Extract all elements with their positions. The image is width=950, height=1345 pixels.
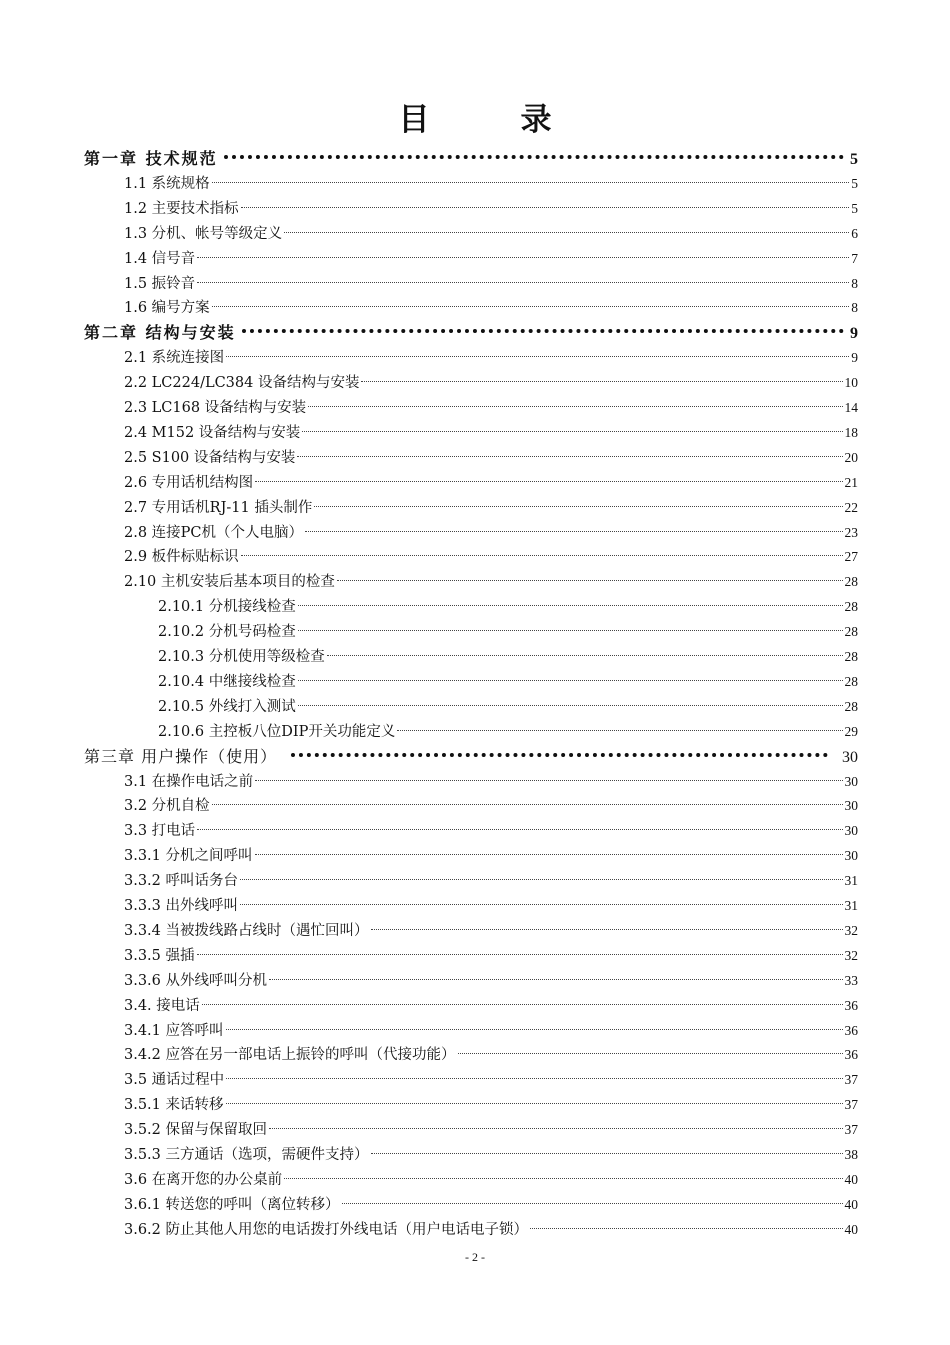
- toc-entry-page-number: 28: [844, 599, 858, 615]
- toc-entry-label: 1.6 编号方案: [124, 300, 210, 317]
- toc-entry-label: 3.6.2 防止其他人用您的电话拨打外线电话（用户电话电子锁）: [124, 1221, 529, 1238]
- toc-entry-page-number: 36: [844, 997, 858, 1013]
- toc-entry[interactable]: [124, 918, 858, 943]
- toc-entry[interactable]: [124, 1192, 858, 1217]
- toc-entry-page-number: 28: [844, 574, 858, 590]
- toc-dot-leader: [284, 232, 849, 233]
- toc-entry-label: 3.5.3 三方通话（选项，需硬件支持）: [124, 1147, 369, 1163]
- toc-entry-label: 3.5 通话过程中: [124, 1072, 225, 1089]
- toc-entry[interactable]: [124, 221, 858, 246]
- toc-dot-leader: [226, 356, 849, 357]
- toc-entry-label: 3.6 在离开您的办公桌前: [124, 1171, 283, 1188]
- toc-entry[interactable]: [124, 943, 858, 968]
- toc-entry-page-number: 5: [851, 200, 858, 216]
- toc-entry-label: 2.10 主机安装后基本项目的检查: [124, 574, 335, 591]
- toc-entry[interactable]: [124, 843, 858, 868]
- toc-dot-leader: [397, 730, 842, 731]
- toc-entry[interactable]: [124, 993, 858, 1018]
- toc-entry[interactable]: [124, 569, 858, 594]
- toc-dot-leader: [269, 979, 842, 980]
- toc-entry[interactable]: [124, 893, 858, 918]
- toc-entry-page-number: 6: [851, 225, 858, 241]
- toc-dot-leader: [371, 1153, 843, 1154]
- toc-entry[interactable]: [124, 370, 858, 395]
- toc-dot-leader: [314, 506, 842, 507]
- toc-entry-label: 3.6.1 转送您的呼叫（离位转移）: [124, 1196, 340, 1213]
- toc-dot-leader: [342, 1203, 843, 1204]
- toc-entry-label: 1.1 系统规格: [124, 175, 210, 192]
- toc-entry-page-number: 37: [844, 1097, 858, 1113]
- toc-dot-leader: [308, 406, 842, 407]
- toc-entry[interactable]: [124, 1217, 858, 1242]
- toc-entry[interactable]: [124, 295, 858, 320]
- toc-entry[interactable]: [124, 968, 858, 993]
- toc-entry-label: 3.5.1 来话转移: [124, 1097, 224, 1114]
- toc-entry[interactable]: [124, 495, 858, 520]
- toc-dot-leader: [291, 753, 828, 757]
- toc-entry[interactable]: [124, 1067, 858, 1092]
- toc-chapter-entry[interactable]: [84, 744, 858, 769]
- toc-entry-label: 3.3.5 强插: [124, 947, 195, 964]
- toc-entry-label: 2.10.6 主控板八位DIP开关功能定义: [158, 723, 396, 740]
- toc-dot-leader: [298, 680, 843, 681]
- toc-entry-label: 2.1 系统连接图: [124, 350, 225, 367]
- toc-dot-leader: [197, 282, 849, 283]
- toc-entry-label: 2.10.2 分机号码检查: [158, 624, 296, 641]
- toc-entry-label: 3.3.1 分机之间呼叫: [124, 848, 253, 865]
- toc-entry-page-number: 32: [844, 947, 858, 963]
- toc-entry-label: 1.2 主要技术指标: [124, 200, 239, 217]
- toc-entry[interactable]: [124, 420, 858, 445]
- toc-entry-page-number: 30: [844, 823, 858, 839]
- toc-entry-label: 2.10.5 外线打入测试: [158, 698, 296, 715]
- toc-entry[interactable]: [124, 271, 858, 296]
- toc-entry-page-number: 5: [850, 151, 858, 168]
- toc-entry-page-number: 40: [844, 1221, 858, 1237]
- toc-entry[interactable]: [124, 1117, 858, 1142]
- toc-entry-label: 2.9 板件标贴标识: [124, 549, 239, 566]
- toc-entry-label: 2.7 专用话机RJ-11 插头制作: [124, 499, 313, 516]
- toc-entry[interactable]: [124, 793, 858, 818]
- toc-entry-label: 2.10.3 分机使用等级检查: [158, 649, 325, 665]
- toc-entry-page-number: 30: [842, 748, 858, 766]
- toc-dot-leader: [302, 431, 842, 432]
- toc-dot-leader: [327, 655, 843, 656]
- toc-entry-label: 2.10.1 分机接线检查: [158, 599, 296, 616]
- toc-dot-leader: [530, 1228, 842, 1229]
- toc-dot-leader: [255, 854, 843, 855]
- toc-entry[interactable]: [124, 1167, 858, 1192]
- toc-entry-page-number: 20: [844, 449, 858, 465]
- toc-dot-leader: [226, 1078, 842, 1079]
- toc-entry-page-number: 37: [844, 1122, 858, 1138]
- toc-entry[interactable]: [158, 694, 858, 719]
- toc-entry-label: 3.3.3 出外线呼叫: [124, 898, 239, 914]
- toc-entry-label: 2.6 专用话机结构图: [124, 474, 254, 491]
- toc-entry-page-number: 8: [851, 275, 858, 291]
- toc-entry-label: 2.4 M152 设备结构与安装: [124, 424, 301, 441]
- toc-entry-label: 3.4. 接电话: [124, 997, 200, 1014]
- toc-entry[interactable]: [124, 196, 858, 221]
- toc-dot-leader: [212, 804, 843, 805]
- toc-entry-page-number: 21: [844, 474, 858, 490]
- toc-entry-label: 1.3 分机、帐号等级定义: [124, 225, 283, 242]
- toc-entry[interactable]: [124, 769, 858, 794]
- toc-entry[interactable]: [124, 1092, 858, 1117]
- toc-entry-label: 1.4 信号音: [124, 250, 196, 267]
- toc-dot-leader: [212, 182, 850, 183]
- toc-entry-page-number: 18: [844, 424, 858, 440]
- toc-dot-leader: [297, 456, 842, 457]
- toc-entry[interactable]: [124, 470, 858, 495]
- toc-entry-page-number: 10: [844, 375, 858, 391]
- toc-entry-page-number: 28: [844, 649, 858, 664]
- toc-entry-page-number: 36: [844, 1022, 858, 1038]
- toc-dot-leader: [371, 929, 843, 930]
- toc-entry-page-number: 28: [844, 673, 858, 689]
- toc-entry[interactable]: [158, 719, 858, 744]
- toc-dot-leader: [240, 879, 842, 880]
- page-title: 目 录: [398, 102, 582, 138]
- toc-entry-page-number: 30: [844, 848, 858, 864]
- toc-dot-leader: [284, 1178, 842, 1179]
- toc-entry-page-number: 28: [844, 698, 858, 714]
- toc-entry[interactable]: [124, 1042, 858, 1067]
- toc-entry[interactable]: [124, 868, 858, 893]
- toc-entry-label: 2.3 LC168 设备结构与安装: [124, 400, 307, 416]
- toc-entry[interactable]: [124, 1018, 858, 1043]
- toc-entry-page-number: 40: [844, 1196, 858, 1212]
- toc-dot-leader: [298, 605, 843, 606]
- toc-dot-leader: [298, 705, 843, 706]
- toc-dot-leader: [197, 829, 842, 830]
- toc-entry-page-number: 33: [844, 972, 858, 988]
- toc-entry-page-number: 9: [851, 350, 858, 366]
- toc-entry-label: 2.10.4 中继接线检查: [158, 673, 296, 690]
- toc-dot-leader: [224, 155, 844, 159]
- toc-dot-leader: [241, 555, 843, 556]
- toc-dot-leader: [298, 630, 843, 631]
- toc-entry-label: 2.8 连接PC机（个人电脑）: [124, 524, 304, 541]
- toc-entry[interactable]: [124, 345, 858, 370]
- toc-entry-page-number: 5: [851, 175, 858, 191]
- toc-dot-leader: [226, 1103, 843, 1104]
- toc-dot-leader: [240, 904, 842, 905]
- toc-entry-label: 2.5 S100 设备结构与安装: [124, 449, 296, 466]
- toc-entry-page-number: 28: [844, 624, 858, 640]
- toc-dot-leader: [305, 531, 842, 532]
- toc-dot-leader: [269, 1128, 842, 1129]
- toc-entry-label: 3.3 打电话: [124, 823, 196, 840]
- toc-entry-page-number: 31: [844, 898, 858, 913]
- toc-entry-page-number: 30: [844, 798, 858, 814]
- toc-entry-label: 3.3.4 当被拨线路占线时（遇忙回叫）: [124, 922, 369, 939]
- toc-entry-label: 3.1 在操作电话之前: [124, 773, 254, 790]
- toc-entry[interactable]: [158, 619, 858, 644]
- toc-dot-leader: [458, 1053, 843, 1054]
- toc-dot-leader: [226, 1029, 843, 1030]
- toc-entry[interactable]: [124, 246, 858, 271]
- toc-entry-page-number: 14: [844, 400, 858, 415]
- toc-entry-page-number: 38: [844, 1147, 858, 1162]
- toc-entry-page-number: 8: [851, 300, 858, 316]
- toc-entry[interactable]: [124, 171, 858, 196]
- toc-entry-page-number: 9: [850, 325, 858, 343]
- toc-entry-label: 1.5 振铃音: [124, 275, 196, 292]
- toc-dot-leader: [202, 1004, 843, 1005]
- toc-chapter-entry[interactable]: [84, 146, 858, 171]
- toc-entry-label: 3.4.1 应答呼叫: [124, 1022, 224, 1039]
- toc-entry[interactable]: [158, 594, 858, 619]
- toc-entry-label: 3.4.2 应答在另一部电话上振铃的呼叫（代接功能）: [124, 1047, 456, 1064]
- toc-entry-page-number: 29: [844, 723, 858, 739]
- toc-entry-page-number: 40: [844, 1171, 858, 1187]
- toc-entry-page-number: 37: [844, 1072, 858, 1088]
- toc-entry-label: 2.2 LC224/LC384 设备结构与安装: [124, 375, 360, 392]
- toc-entry[interactable]: [158, 644, 858, 669]
- toc-dot-leader: [337, 580, 843, 581]
- toc-dot-leader: [241, 207, 850, 208]
- toc-chapter-entry[interactable]: [84, 320, 858, 345]
- toc-dot-leader: [242, 329, 844, 333]
- toc-entry[interactable]: [124, 520, 858, 545]
- toc-dot-leader: [212, 306, 850, 307]
- toc-entry-label: 3.5.2 保留与保留取回: [124, 1122, 268, 1139]
- toc-entry-page-number: 36: [844, 1047, 858, 1063]
- toc-entry-page-number: 30: [844, 773, 858, 789]
- toc-entry[interactable]: [124, 818, 858, 843]
- toc-entry-page-number: 7: [851, 250, 858, 266]
- toc-entry-label: 第二章 结构与安装: [84, 323, 236, 343]
- toc-entry-label: 3.3.6 从外线呼叫分机: [124, 972, 268, 989]
- toc-dot-leader: [255, 780, 842, 781]
- page-number: - 2 -: [465, 1250, 485, 1264]
- toc-entry-page-number: 23: [844, 524, 858, 540]
- toc-dot-leader: [255, 481, 842, 482]
- toc-entry-page-number: 27: [844, 549, 858, 565]
- toc-entry-label: 第三章 用户操作（使用）: [84, 746, 278, 766]
- toc-dot-leader: [197, 257, 849, 258]
- toc-entry-page-number: 31: [844, 873, 858, 889]
- toc-entry[interactable]: [124, 395, 858, 420]
- toc-entry-label: 3.3.2 呼叫话务台: [124, 873, 239, 890]
- toc-dot-leader: [197, 954, 843, 955]
- toc-dot-leader: [361, 381, 842, 382]
- toc-entry-page-number: 32: [844, 922, 858, 938]
- toc-entry[interactable]: [124, 544, 858, 569]
- toc-entry-label: 3.2 分机自检: [124, 798, 210, 815]
- toc-entry[interactable]: [124, 445, 858, 470]
- toc-entry[interactable]: [158, 669, 858, 694]
- toc-entry[interactable]: [124, 1142, 858, 1167]
- toc-entry-label: 第一章 技术规范: [84, 149, 218, 168]
- toc-entry-page-number: 22: [844, 499, 858, 515]
